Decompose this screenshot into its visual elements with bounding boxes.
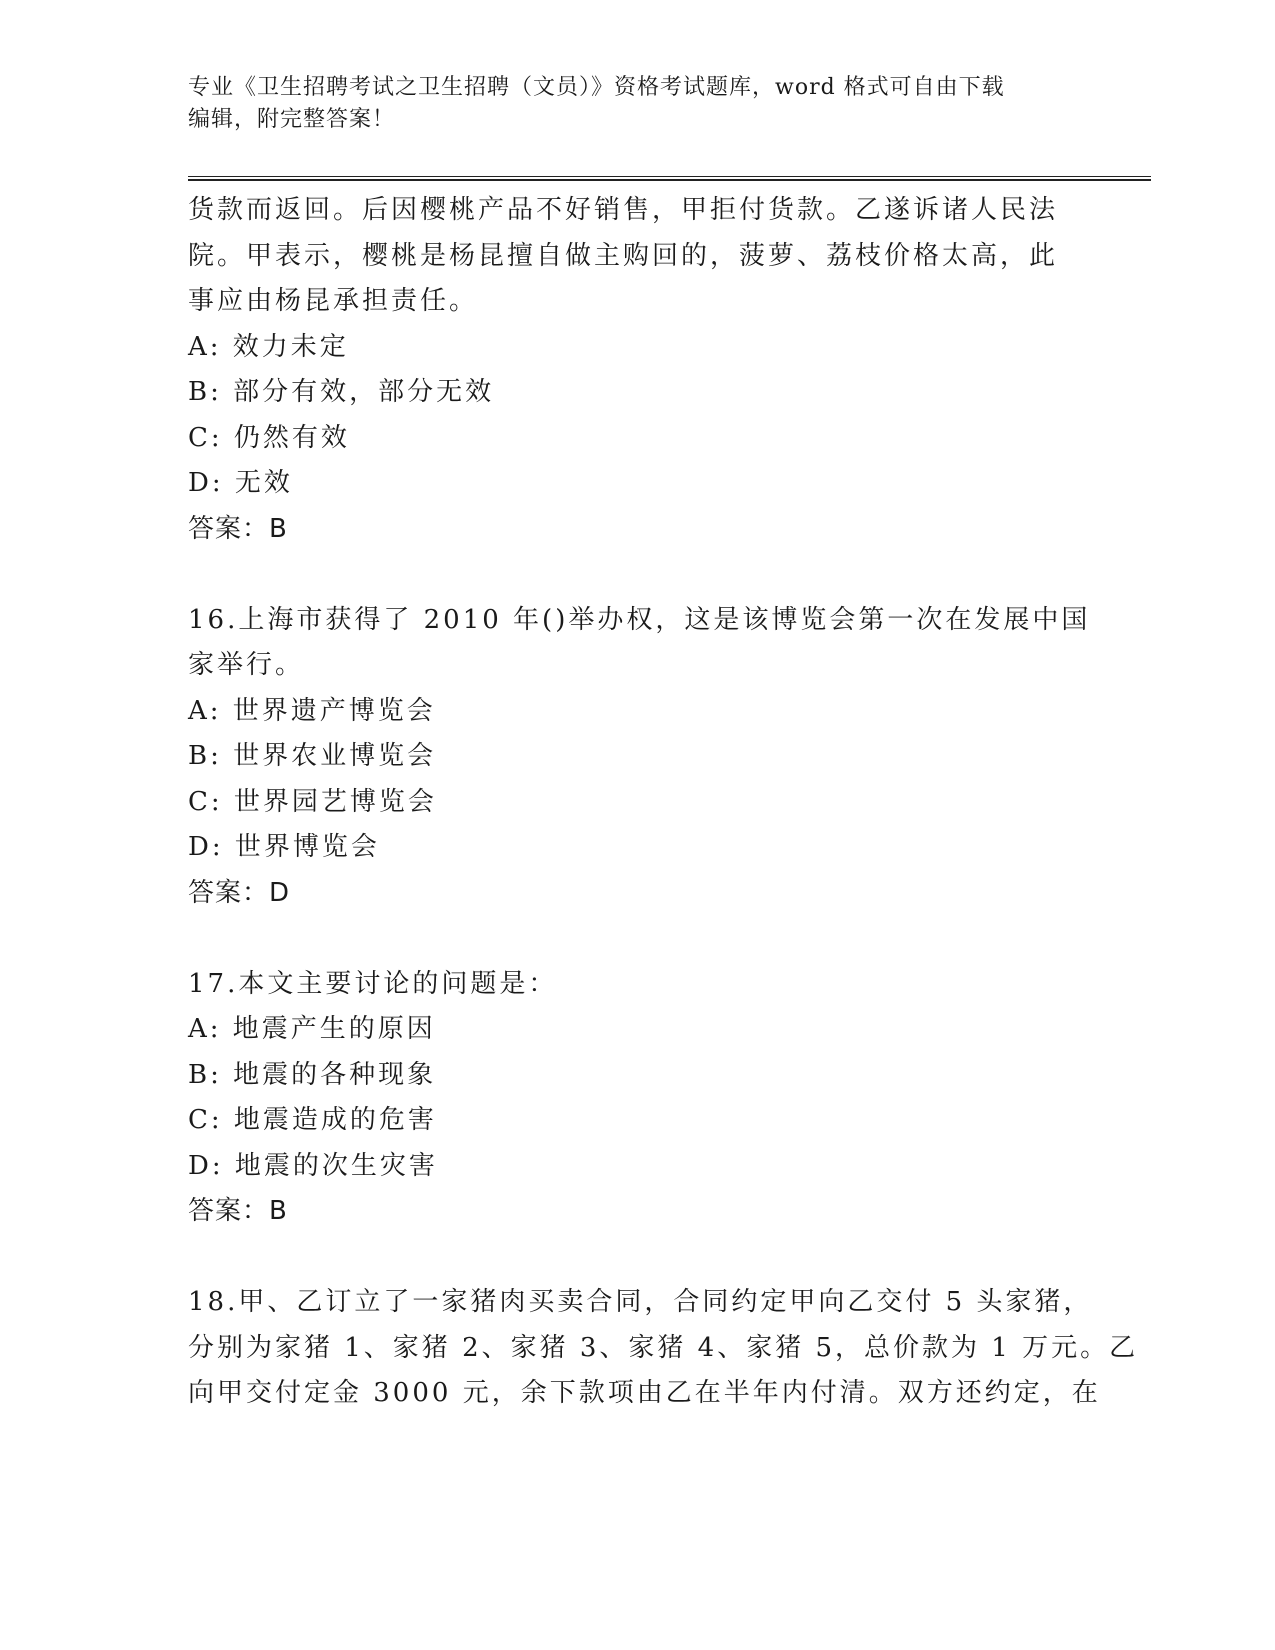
question-stem-line: 向甲交付定金 3000 元，余下款项由乙在半年内付清。双方还约定，在 <box>188 1378 1101 1408</box>
option-c: C: 仍然有效 <box>188 422 350 453</box>
header-divider <box>188 176 1151 181</box>
question-list <box>188 188 1139 1417</box>
question-stem-line: 16.上海市获得了 2010 年()举办权，这是该博览会第一次在发展中国 <box>188 604 1091 635</box>
option-d: D: 世界博览会 <box>188 832 380 862</box>
question-stem-line: 分别为家猪 1、家猪 2、家猪 3、家猪 4、家猪 5，总价款为 1 万元。乙 <box>188 1332 1139 1363</box>
question-stem-line: 家举行。 <box>188 650 305 680</box>
spacer <box>188 1235 1088 1281</box>
question-18 <box>188 1280 1139 1417</box>
option-a: A: 效力未定 <box>188 331 349 362</box>
header-line-1: 专业《卫生招聘考试之卫生招聘（文员）》资格考试题库，word 格式可自由下载 <box>188 75 1005 100</box>
spacer <box>188 916 1088 962</box>
option-b: B: 部分有效，部分无效 <box>188 377 495 407</box>
option-d: D: 地震的次生灾害 <box>188 1150 438 1181</box>
spacer <box>188 552 1088 598</box>
header-line-2: 编辑，附完整答案！ <box>188 107 396 132</box>
question-stem-line: 院。甲表示，樱桃是杨昆擅自做主购回的，菠萝、荔枝价格太高，此 <box>188 240 1059 271</box>
option-a: A: 地震产生的原因 <box>188 1014 436 1044</box>
question-stem-line: 事应由杨昆承担责任。 <box>188 286 479 316</box>
option-a: A: 世界遗产博览会 <box>188 695 436 726</box>
question-stem-line: 18.甲、乙订立了一家猪肉买卖合同，合同约定甲向乙交付 5 头家猪， <box>188 1287 1093 1317</box>
page-header <box>188 72 1088 136</box>
question-stem-line: 货款而返回。后因樱桃产品不好销售，甲拒付货款。乙遂诉诸人民法 <box>188 195 1059 225</box>
option-b: B: 地震的各种现象 <box>188 1059 437 1090</box>
answer: 答案：B <box>188 1196 288 1226</box>
question-17 <box>188 962 1088 1235</box>
question-stem-line: 17.本文主要讨论的问题是： <box>188 968 558 999</box>
answer: 答案：B <box>188 513 288 544</box>
question-15 <box>188 188 1088 552</box>
option-c: C: 世界园艺博览会 <box>188 786 437 817</box>
option-c: C: 地震造成的危害 <box>188 1105 437 1135</box>
question-16 <box>188 598 1091 917</box>
option-b: B: 世界农业博览会 <box>188 741 437 771</box>
option-d: D: 无效 <box>188 468 293 498</box>
answer: 答案：D <box>188 877 291 908</box>
